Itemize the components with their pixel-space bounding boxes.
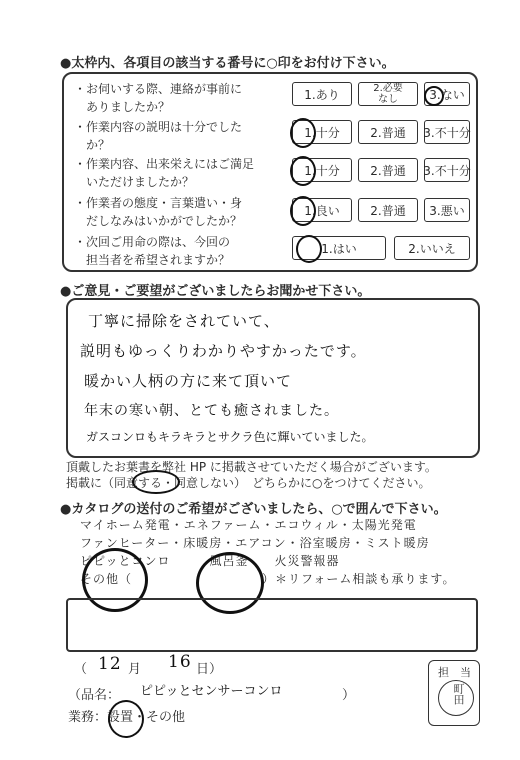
catalog-row-2: ファンヒーター・床暖房・エアコン・浴室暖房・ミスト暖房 xyxy=(80,536,430,550)
product-label: （品名： xyxy=(68,688,121,703)
q3-option-1[interactable]: 1.十分 xyxy=(292,158,352,182)
comment-line-1: 丁寧に掃除をされていて、 xyxy=(88,312,280,330)
staff-seal-name: 町田 xyxy=(452,683,465,705)
q3-option-2[interactable]: 2.普通 xyxy=(358,158,418,182)
staff-label: 担 当 xyxy=(438,666,471,679)
consent-line-1: 頂戴したお葉書を弊社 HP に掲載させていただく場合がございます。 xyxy=(66,460,437,474)
product-close-paren: ） xyxy=(342,688,356,703)
question-3: ・作業内容、出来栄えにはご満足 いただけましたか？ xyxy=(74,157,255,189)
date-month: 12 xyxy=(98,654,122,674)
comment-line-4: 年末の寒い朝、とても癒されました。 xyxy=(84,403,339,419)
instructions-header: ●太枠内、各項目の該当する番号に○印をお付け下さい。 xyxy=(60,56,395,71)
work-circle-mark xyxy=(108,700,144,738)
q4-option-2[interactable]: 2.普通 xyxy=(358,198,418,222)
q4-circle-mark xyxy=(290,196,316,226)
catalog-row-1: マイホーム発電・エネファーム・エコウィル・太陽光発電 xyxy=(80,518,417,532)
comment-line-3: 暖かい人柄の方に来て頂いて xyxy=(84,372,293,390)
date-month-label: 月 xyxy=(128,662,142,677)
comments-header: ●ご意見・ご要望がございましたらお聞かせ下さい。 xyxy=(60,284,371,299)
consent-line-2: 掲載に（同意する・同意しない） どちらかに○をつけてください。 xyxy=(66,476,431,490)
q4-option-3[interactable]: 3.悪い xyxy=(424,198,470,222)
question-4: ・作業者の態度・言葉遣い・身 だしなみはいかがでしたか？ xyxy=(74,196,243,228)
question-1: ・お伺いする際、連絡が事前に ありましたか？ xyxy=(74,82,243,114)
consent-circle-mark xyxy=(132,470,180,494)
product-value: ピピッとセンサーコンロ xyxy=(140,684,283,699)
q5-option-1[interactable]: 1.はい xyxy=(292,236,386,260)
q2-option-2[interactable]: 2.普通 xyxy=(358,120,418,144)
catalog-row-3: ピピッとコンロ 風呂釜 火災警報器 xyxy=(80,554,340,568)
q1-option-2[interactable]: 2.必要 なし xyxy=(358,82,418,106)
question-2: ・作業内容の説明は十分でした か？ xyxy=(74,120,243,152)
q3-circle-mark xyxy=(290,156,316,186)
q2-option-3[interactable]: 3.不十分 xyxy=(424,120,470,144)
q5-option-2[interactable]: 2.いいえ xyxy=(394,236,470,260)
q1-option-3[interactable]: 3.ない xyxy=(424,82,470,106)
q2-option-1[interactable]: 1.十分 xyxy=(292,120,352,144)
q4-option-1[interactable]: 1.良い xyxy=(292,198,352,222)
catalog-request-box xyxy=(66,598,478,652)
q1-circle-mark xyxy=(424,86,444,106)
work-type: 業務：設置・その他 xyxy=(68,710,186,725)
q2-circle-mark xyxy=(290,118,316,148)
catalog-row-4: その他（ ）＊リフォーム相談も承ります。 xyxy=(80,572,456,586)
date-day: 16 xyxy=(168,652,192,672)
q1-option-1[interactable]: 1.あり xyxy=(292,82,352,106)
q3-option-3[interactable]: 3.不十分 xyxy=(424,158,470,182)
date-open-paren: （ xyxy=(74,662,88,677)
comment-line-5: ガスコンロもキラキラとサクラ色に輝いていました。 xyxy=(86,430,374,444)
question-5: ・次回ご用命の際は、今回の 担当者を希望されますか？ xyxy=(74,235,231,267)
q5-circle-mark xyxy=(296,235,322,263)
catalog-header: ●カタログの送付のご希望がございましたら、○で囲んで下さい。 xyxy=(60,502,447,517)
date-day-label: 日） xyxy=(196,662,223,677)
comment-line-2: 説明もゆっくりわかりやすかったです。 xyxy=(80,342,367,360)
